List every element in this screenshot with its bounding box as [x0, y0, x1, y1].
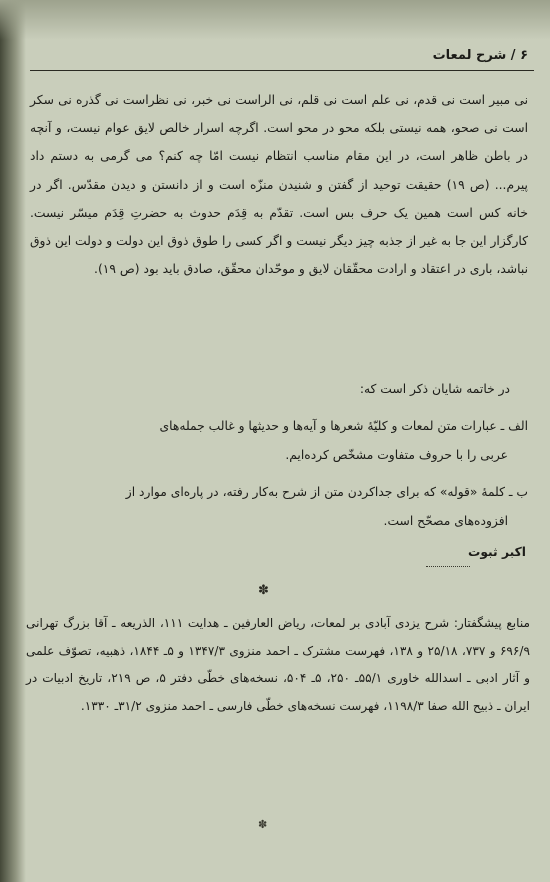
sources-footnote: منابع پیشگفتار: شرح یزدی آبادی بر لمعات، ریاض العارفین ـ هدایت ۱۱۱، الذریعه ـ آقا بزرگ تهرانی ۶۹۶/۹ و ۷۳۷، ۲۵/۱۸ و ۱۳۸، فهرست مشترک ـ احمد منزوی ۱۳۴۷/۳ و ۵ـ ۱۸۴۴، ذهبیه، تصوّف علمی و آثار ادبی ـ اسدالله خاوری ۵۵/۱ـ ۲۵۰، ۵ـ ۵۰۴، نسخه‌های خطّی دفتر ۵، ص ۲۱۹، تاریخ ادبیات در ایران ـ ذبیح الله صفا ۱۱۹۸/۳، فهرست نسخه‌های خطّی فارسی ـ احمد منزوی ۳۱/۲ـ ۱۳۳۰.: [26, 616, 531, 713]
author-signature: اکبر ثبوت: [467, 545, 526, 559]
running-header: ۶ / شرح لمعات: [432, 48, 528, 63]
main-paragraph: [30, 86, 528, 283]
header-rule: [30, 70, 534, 71]
binding-shadow: [0, 0, 26, 882]
conclusion-intro: در خاتمه شایان ذکر است که:: [359, 382, 510, 396]
footer-ornament-icon: ✽: [258, 818, 268, 831]
top-shadow: [0, 0, 550, 40]
list-item-text: عبارات متن لمعات و کلیّهٔ شعرها و آیه‌ها و حدیثها و غالب جمله‌های: [159, 419, 497, 433]
paragraph-text: نی مبیر است نی قدم، نی علم است نی قلم، نی الراست نی خبر، نی نظراست نی گذره نی سکر است نی صحو، همه نیستی بلکه محو در محو است. اگرچه اسرار خالص لایق عوام نیست، و آنچه در باطن ظاهر است، در این مقام مناسب انتظام نیست امّا چه کنم؟ می گرمی به دستم داد پیرم... (ص ۱۹) حقیقت توحید از گفتن و شنیدن منزّه است و از دانستن و دیدن مقدّس. اگر در خانه کس است همین یک حرف بس است. تقدّم به قِدَم حدوث به حضرتِ قِدَم میسّر نیست. کارگزار این جا به غیر از جذبه چیز دیگر نیست و اگر کسی را طوق ذوق این دولت و دولت این ذوق نباشد، باری در اعتقاد و ارادت محقّقان لایق و موحّدان محقّق، صادق باید بود (ص ۱۹).: [30, 93, 528, 277]
ornament-icon: ✽: [258, 583, 269, 598]
list-item-be: [30, 478, 528, 536]
list-item-alef: [30, 412, 528, 470]
signature-dotted-line: [426, 566, 470, 567]
list-marker: ب ـ: [508, 485, 528, 499]
list-item-continuation: افزوده‌های مصحّح است.: [383, 514, 508, 528]
list-item-continuation: عربی را با حروف متفاوت مشخّص کرده‌ایم.: [285, 448, 508, 462]
list-item-text: کلمهٔ «قوله» که برای جداکردن متن از شرح به‌کار رفته، در پاره‌ای موارد از: [125, 485, 505, 499]
list-marker: الف ـ: [500, 419, 528, 433]
